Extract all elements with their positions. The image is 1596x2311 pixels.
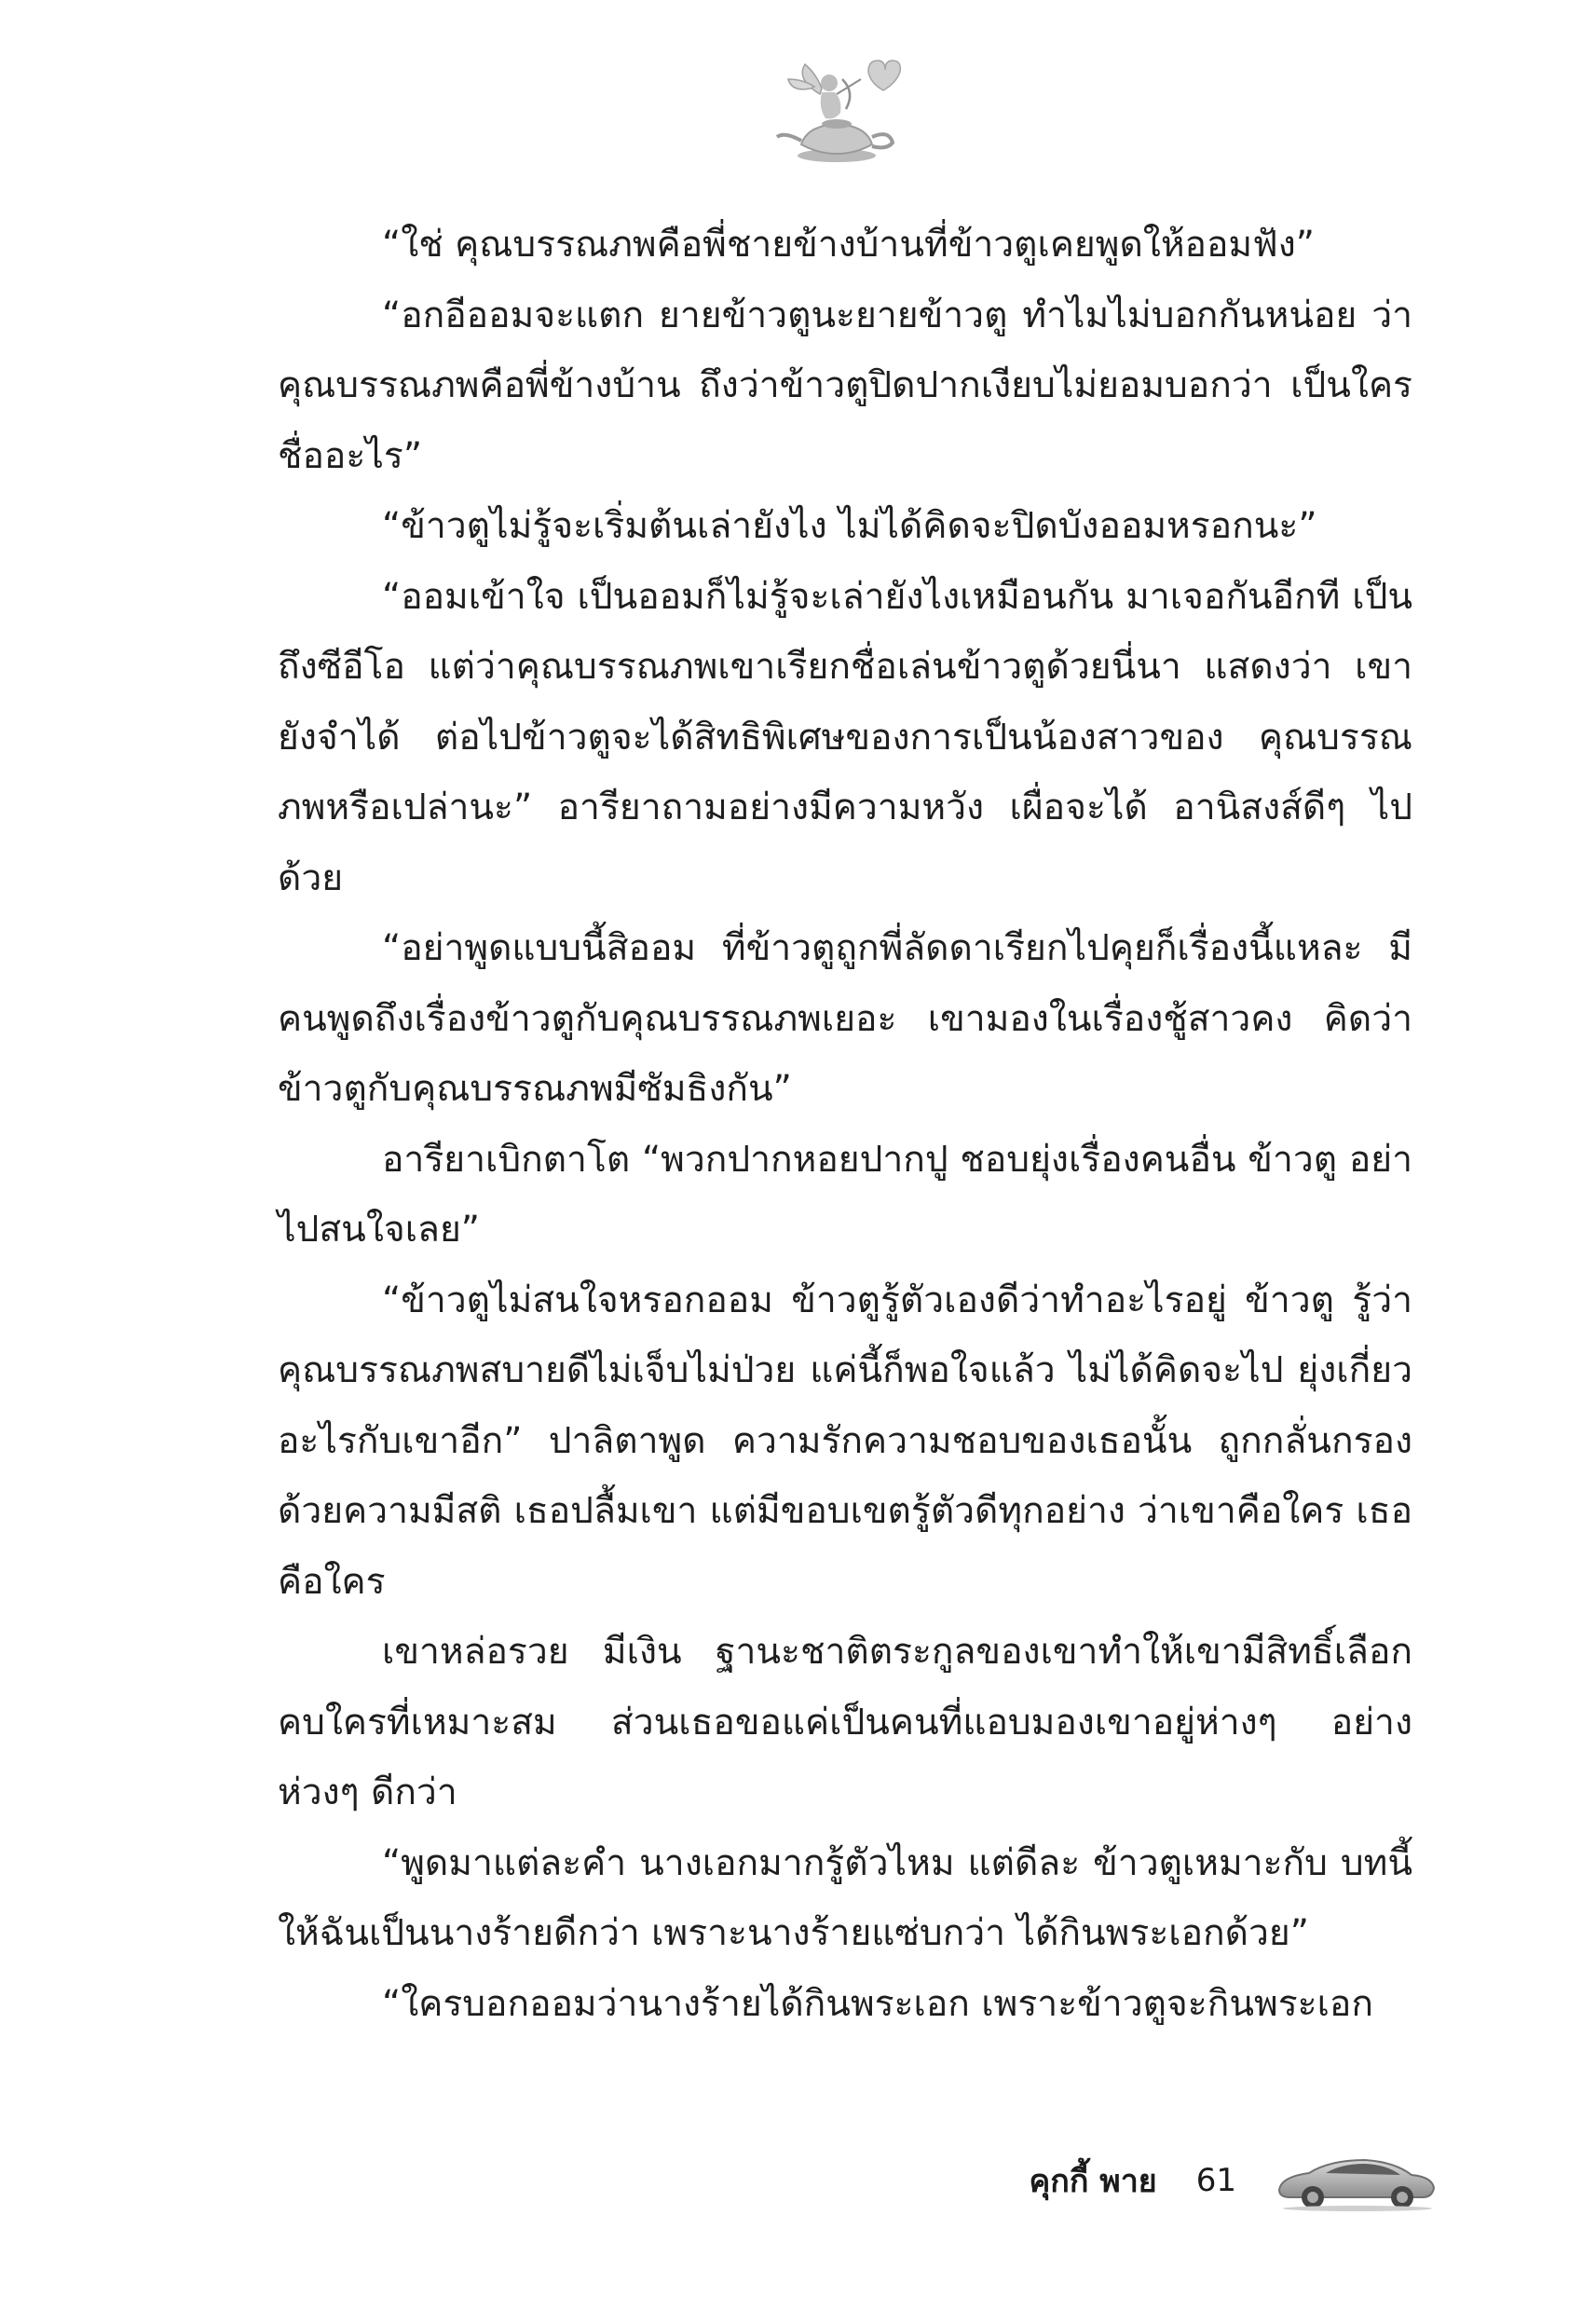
- paragraph: “ออมเข้าใจ เป็นออมก็ไม่รู้จะเล่ายังไงเหมือนกัน มาเจอกันอีกที เป็นถึงซีอีโอ แต่ว่าคุณบรรณภพเขาเรียกชื่อเล่นข้าวตูด้วยนี่นา แสดงว่า เขายังจำได้ ต่อไปข้าวตูจะได้สิทธิพิเศษของการเป็นน้องสาวของ คุณบรรณภพหรือเปล่านะ” อารียาถามอย่างมีความหวัง เผื่อจะได้ อานิสงส์ดีๆ ไปด้วย: [278, 575, 1412, 899]
- paragraph: อารียาเบิกตาโต “พวกปากหอยปากปู ชอบยุ่งเรื่องคนอื่น ข้าวตู อย่าไปสนใจเลย”: [278, 1138, 1412, 1251]
- paragraph: “ข้าวตูไม่รู้จะเริ่มต้นเล่ายังไง ไม่ได้คิดจะปิดบังออมหรอกนะ”: [382, 505, 1317, 547]
- paragraph: เขาหล่อรวย มีเงิน ฐานะชาติตระกูลของเขาทำให้เขามีสิทธิ์เลือก คบใครที่เหมาะสม ส่วนเธอขอแค่เป็นคนที่แอบมองเขาอยู่ห่างๆ อย่าง ห่วงๆ ดีกว่า: [278, 1631, 1412, 1813]
- paragraph: “อกอีออมจะแตก ยายข้าวตูนะยายข้าวตู ทำไมไม่บอกกันหน่อย ว่าคุณบรรณภพคือพี่ข้างบ้าน ถึงว่าข้าวตูปิดปากเงียบไม่ยอมบอกว่า เป็นใคร ชื่ออะไร”: [278, 294, 1412, 477]
- paragraph: “พูดมาแต่ละคำ นางเอกมากรู้ตัวไหม แต่ดีละ ข้าวตูเหมาะกับ บทนี้ ให้ฉันเป็นนางร้ายดีกว่า เพราะนางร้ายแซ่บกว่า ได้กินพระเอกด้วย”: [278, 1841, 1412, 1954]
- page-number: 61: [1195, 2162, 1236, 2199]
- paragraph: “ใครบอกออมว่านางร้ายได้กินพระเอก เพราะข้าวตูจะกินพระเอก: [382, 1982, 1373, 2025]
- paragraph: “ใช่ คุณบรรณภพคือพี่ชายข้างบ้านที่ข้าวตูเคยพูดให้ออมฟัง”: [382, 224, 1315, 266]
- sports-car-icon: [1272, 2149, 1439, 2212]
- page-footer: [1030, 2143, 1439, 2218]
- paragraph: “ข้าวตูไม่สนใจหรอกออม ข้าวตูรู้ตัวเองดีว่าทำอะไรอยู่ ข้าวตู รู้ว่าคุณบรรณภพสบายดีไม่เจ็บไม่ป่วย แค่นี้ก็พอใจแล้ว ไม่ได้คิดจะไป ยุ่งเกี่ยวอะไรกับเขาอีก” ปาลิตาพูด ความรักความชอบของเธอนั้น ถูกกลั่นกรองด้วยความมีสติ เธอปลื้มเขา แต่มีขอบเขตรู้ตัวดีทุกอย่าง ว่าเขาคือใคร เธอคือใคร: [278, 1279, 1412, 1603]
- book-title: คุกกี้ พาย: [1029, 2163, 1157, 2200]
- cupid-teapot-icon: [764, 51, 904, 172]
- body-text: [278, 210, 1412, 2039]
- paragraph: “อย่าพูดแบบนี้สิออม ที่ข้าวตูถูกพี่ลัดดาเรียกไปคุยก็เรื่องนี้แหละ มีคนพูดถึงเรื่องข้าวตูกับคุณบรรณภพเยอะ เขามองในเรื่องชู้สาวคง คิดว่าข้าวตูกับคุณบรรณภพมีซัมธิงกัน”: [278, 927, 1412, 1110]
